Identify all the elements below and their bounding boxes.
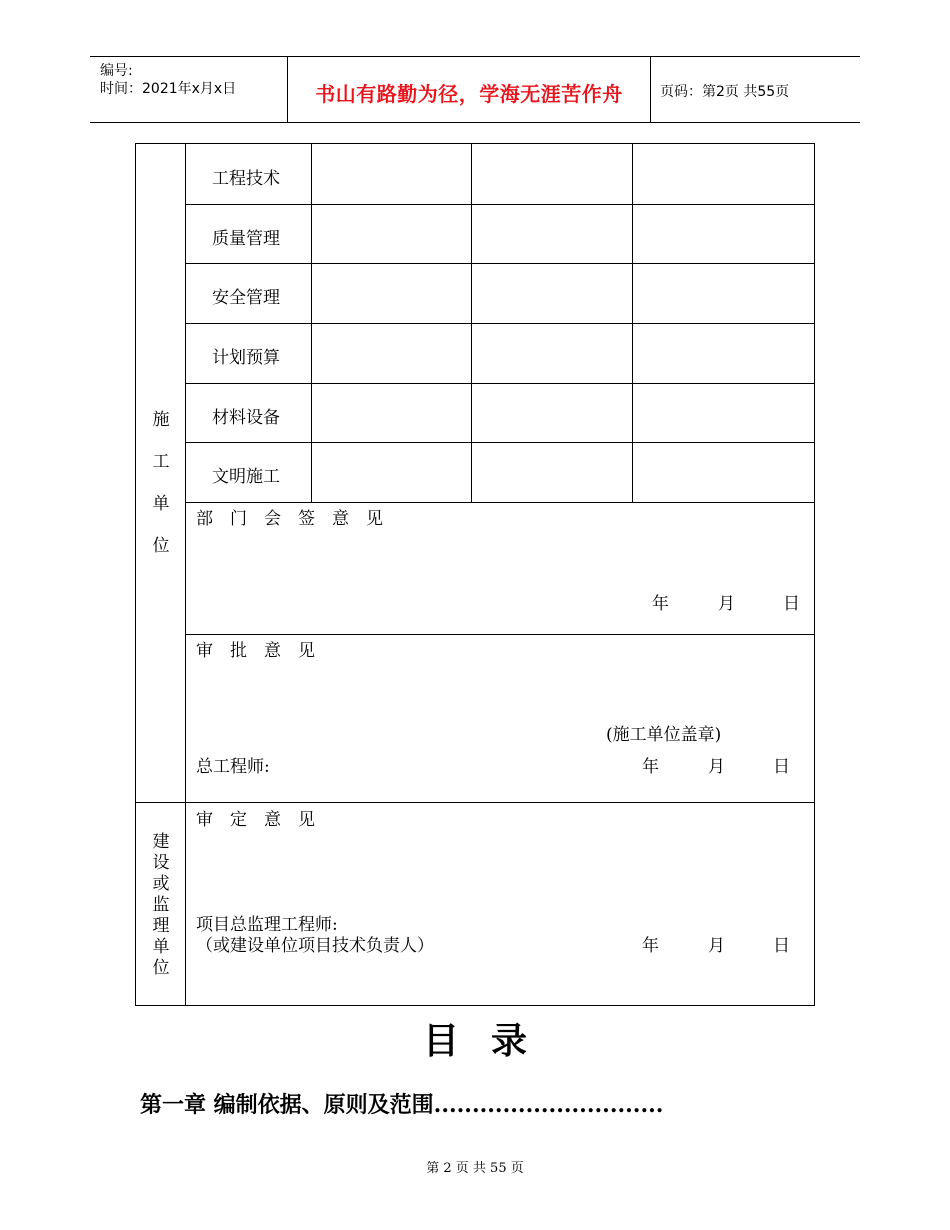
date-day: 日 xyxy=(773,936,790,956)
row-label-safety: 安全管理 xyxy=(212,288,280,308)
row-divider xyxy=(185,263,815,264)
page-code: 页码：第2页 共55页 xyxy=(660,84,790,100)
toc-entry[interactable]: 第一章 编制依据、原则及范围.............................. xyxy=(140,1092,664,1118)
review-opinion-label: 审 定 意 见 xyxy=(196,810,315,830)
date-month: 月 xyxy=(708,757,725,777)
approval-opinion-label: 审 批 意 见 xyxy=(196,641,315,661)
row-divider xyxy=(185,442,815,443)
serial-label: 编号: xyxy=(100,63,133,79)
header-bottom-rule xyxy=(90,122,860,123)
date-year: 年 xyxy=(652,594,669,614)
date-month: 月 xyxy=(708,936,725,956)
row-label-materials: 材料设备 xyxy=(212,408,280,428)
page-footer: 第 2 页 共 55 页 xyxy=(426,1161,524,1176)
supervisor-label: 项目总监理工程师: xyxy=(196,915,338,935)
row-divider xyxy=(185,634,815,635)
row-divider xyxy=(185,383,815,384)
section-supervision-unit: 建 设 或 监 理 单 位 xyxy=(152,832,170,978)
column-divider xyxy=(185,144,186,1006)
row-label-engineering: 工程技术 xyxy=(212,169,280,189)
header-divider xyxy=(650,57,651,123)
motto: 书山有路勤为径，学海无涯苦作舟 xyxy=(315,82,623,106)
row-divider xyxy=(185,323,815,324)
date-year: 年 xyxy=(642,936,659,956)
row-label-quality: 质量管理 xyxy=(212,229,280,249)
time-label: 时间：2021年x月x日 xyxy=(100,81,237,97)
chief-engineer-label: 总工程师: xyxy=(196,757,270,777)
date-month: 月 xyxy=(718,594,735,614)
row-label-budget: 计划预算 xyxy=(212,348,280,368)
row-label-civilized: 文明施工 xyxy=(212,467,280,487)
dept-opinion-label: 部 门 会 签 意 见 xyxy=(196,509,383,529)
toc-title: 目录 xyxy=(422,1020,559,1062)
alternate-signer-label: （或建设单位项目技术负责人） xyxy=(196,936,434,956)
row-divider xyxy=(185,204,815,205)
date-year: 年 xyxy=(642,757,659,777)
section-construction-unit: 施 工 单 位 xyxy=(152,410,170,556)
date-day: 日 xyxy=(783,594,800,614)
header-top-rule xyxy=(90,56,860,57)
section-divider xyxy=(136,802,815,803)
date-day: 日 xyxy=(773,757,790,777)
seal-note: (施工单位盖章) xyxy=(606,725,722,745)
row-divider xyxy=(185,502,815,503)
approval-form xyxy=(135,143,815,1006)
